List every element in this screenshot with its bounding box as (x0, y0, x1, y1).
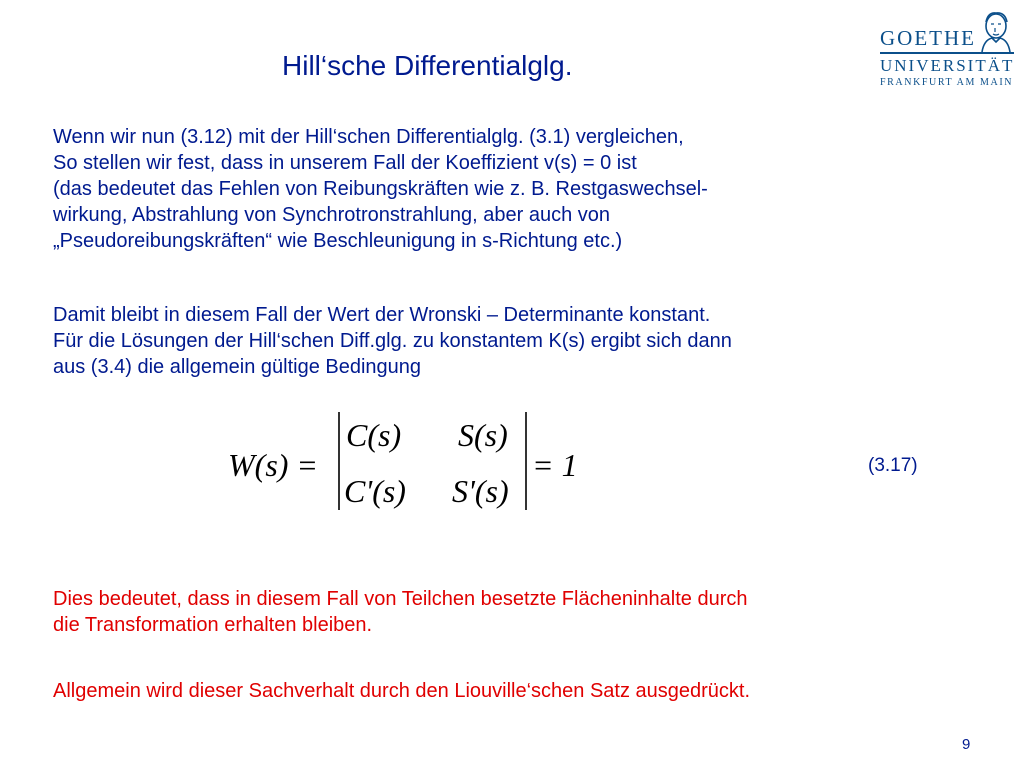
equation-number: (3.17) (868, 455, 918, 476)
logo-line-universitaet: UNIVERSITÄT (880, 56, 1015, 75)
logo-line-city: FRANKFURT AM MAIN (880, 77, 1014, 88)
goethe-portrait-icon (974, 8, 1018, 52)
text-line: Allgemein wird dieser Sachverhalt durch den Liouville‘schen Satz ausgedrückt. (53, 680, 751, 702)
matrix-c22: S'(s) (452, 473, 509, 509)
text-line: „Pseudoreibungskräften“ wie Beschleunigung in s-Richtung etc.) (53, 230, 623, 252)
paragraph-area-conservation (53, 586, 747, 638)
page-number: 9 (962, 736, 971, 753)
text-line: die Transformation erhalten bleiben. (53, 614, 373, 636)
text-line: Wenn wir nun (3.12) mit der Hill‘schen Differentialglg. (3.1) vergleichen, (53, 126, 684, 148)
matrix-c21: C'(s) (344, 473, 406, 509)
text-line: Dies bedeutet, dass in diesem Fall von Teilchen besetzte Flächeninhalte durch (53, 588, 748, 610)
paragraph-wronski (53, 302, 732, 380)
paragraph-comparison (53, 124, 708, 254)
text-line: (das bedeutet das Fehlen von Reibungskräften wie z. B. Restgaswechsel- (53, 178, 708, 200)
paragraph-liouville (53, 678, 750, 704)
formula-lhs: W(s) = (228, 447, 319, 483)
text-line: Für die Lösungen der Hill‘schen Diff.glg. zu konstantem K(s) ergibt sich dann (53, 330, 732, 352)
university-logo (878, 8, 1018, 93)
logo-line-goethe: GOETHE (880, 26, 976, 50)
text-line: Damit bleibt in diesem Fall der Wert der Wronski – Determinante konstant. (53, 304, 711, 326)
wronski-determinant-formula (226, 404, 626, 514)
matrix-c12: S(s) (458, 417, 508, 453)
formula-rhs: = 1 (532, 447, 578, 483)
text-line: wirkung, Abstrahlung von Synchrotronstrahlung, aber auch von (53, 204, 611, 226)
slide-title: Hill‘sche Differentialglg. (282, 50, 573, 81)
matrix-c11: C(s) (346, 417, 402, 453)
text-line: So stellen wir fest, dass in unserem Fall der Koeffizient v(s) = 0 ist (53, 152, 637, 174)
logo-divider (880, 52, 1014, 54)
text-line: aus (3.4) die allgemein gültige Bedingung (53, 356, 422, 378)
